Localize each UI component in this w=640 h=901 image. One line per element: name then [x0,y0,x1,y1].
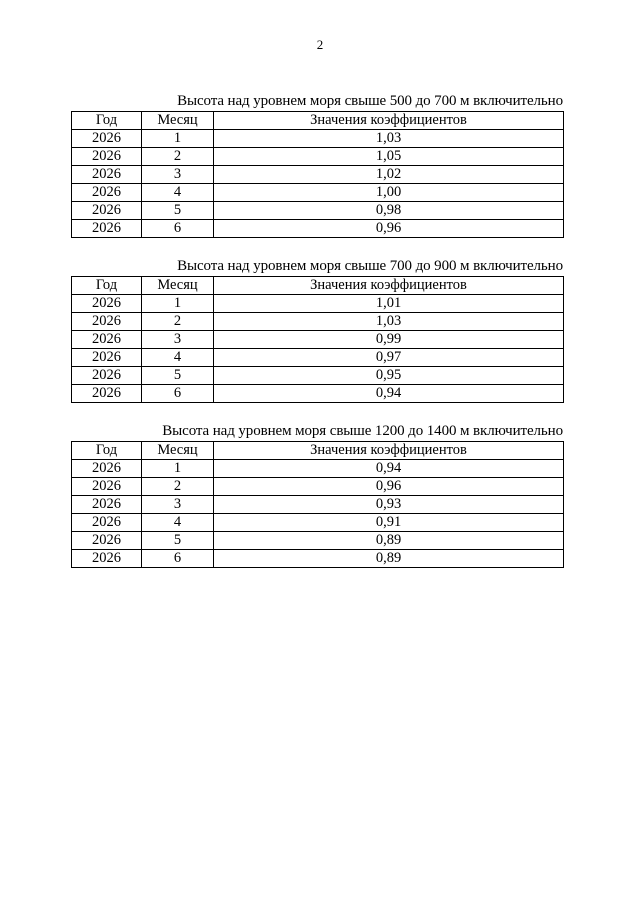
cell-month: 3 [142,331,214,349]
cell-year: 2026 [72,532,142,550]
header-month: Месяц [142,442,214,460]
table-row [72,550,564,568]
cell-coefficient: 0,89 [214,550,564,568]
cell-year: 2026 [72,331,142,349]
cell-month: 6 [142,220,214,238]
cell-year: 2026 [72,550,142,568]
table-row [72,532,564,550]
table-row [72,130,564,148]
cell-year: 2026 [72,514,142,532]
cell-year: 2026 [72,202,142,220]
cell-month: 4 [142,184,214,202]
coefficients-table [71,276,564,403]
header-coefficient: Значения коэффициентов [214,442,564,460]
table-row [72,313,564,331]
table-row [72,367,564,385]
cell-coefficient: 0,91 [214,514,564,532]
coefficients-table [71,111,564,238]
cell-year: 2026 [72,184,142,202]
table-row [72,514,564,532]
cell-month: 2 [142,478,214,496]
table-row [72,184,564,202]
table-row [72,202,564,220]
cell-month: 5 [142,202,214,220]
cell-year: 2026 [72,220,142,238]
cell-coefficient: 0,94 [214,460,564,478]
table-header-row [72,442,564,460]
header-month: Месяц [142,277,214,295]
header-coefficient: Значения коэффициентов [214,277,564,295]
cell-coefficient: 0,96 [214,478,564,496]
cell-month: 2 [142,148,214,166]
table-row [72,331,564,349]
header-year: Год [72,442,142,460]
page-number: 2 [316,37,324,52]
cell-year: 2026 [72,385,142,403]
cell-year: 2026 [72,166,142,184]
cell-year: 2026 [72,313,142,331]
cell-month: 1 [142,130,214,148]
header-coefficient: Значения коэффициентов [214,112,564,130]
cell-coefficient: 0,97 [214,349,564,367]
table-row [72,460,564,478]
cell-month: 3 [142,166,214,184]
cell-month: 2 [142,313,214,331]
cell-month: 4 [142,349,214,367]
cell-month: 3 [142,496,214,514]
cell-coefficient: 0,89 [214,532,564,550]
cell-coefficient: 0,94 [214,385,564,403]
section-title: Высота над уровнем моря свыше 1200 до 1400 м включительно [162,423,563,439]
table-row [72,295,564,313]
cell-year: 2026 [72,130,142,148]
table-row [72,166,564,184]
header-year: Год [72,112,142,130]
cell-coefficient: 0,99 [214,331,564,349]
cell-year: 2026 [72,496,142,514]
cell-month: 1 [142,460,214,478]
table-row [72,148,564,166]
cell-year: 2026 [72,460,142,478]
coefficients-section-700-900 [71,258,563,403]
cell-coefficient: 0,96 [214,220,564,238]
cell-coefficient: 1,05 [214,148,564,166]
cell-coefficient: 0,95 [214,367,564,385]
cell-coefficient: 1,01 [214,295,564,313]
cell-year: 2026 [72,367,142,385]
coefficients-table [71,441,564,568]
cell-year: 2026 [72,478,142,496]
cell-month: 6 [142,385,214,403]
cell-month: 1 [142,295,214,313]
table-row [72,349,564,367]
cell-coefficient: 0,93 [214,496,564,514]
cell-coefficient: 1,03 [214,130,564,148]
cell-coefficient: 1,03 [214,313,564,331]
cell-month: 4 [142,514,214,532]
table-header-row [72,112,564,130]
table-row [72,496,564,514]
cell-month: 5 [142,367,214,385]
header-month: Месяц [142,112,214,130]
coefficients-section-500-700 [71,93,563,238]
cell-coefficient: 1,00 [214,184,564,202]
header-year: Год [72,277,142,295]
table-header-row [72,277,564,295]
table-row [72,478,564,496]
table-row [72,220,564,238]
section-title: Высота над уровнем моря свыше 700 до 900 м включительно [177,258,563,274]
cell-coefficient: 0,98 [214,202,564,220]
section-title: Высота над уровнем моря свыше 500 до 700 м включительно [177,93,563,109]
table-row [72,385,564,403]
cell-coefficient: 1,02 [214,166,564,184]
coefficients-section-1200-1400 [71,423,563,568]
cell-year: 2026 [72,148,142,166]
cell-month: 6 [142,550,214,568]
cell-year: 2026 [72,349,142,367]
cell-month: 5 [142,532,214,550]
cell-year: 2026 [72,295,142,313]
